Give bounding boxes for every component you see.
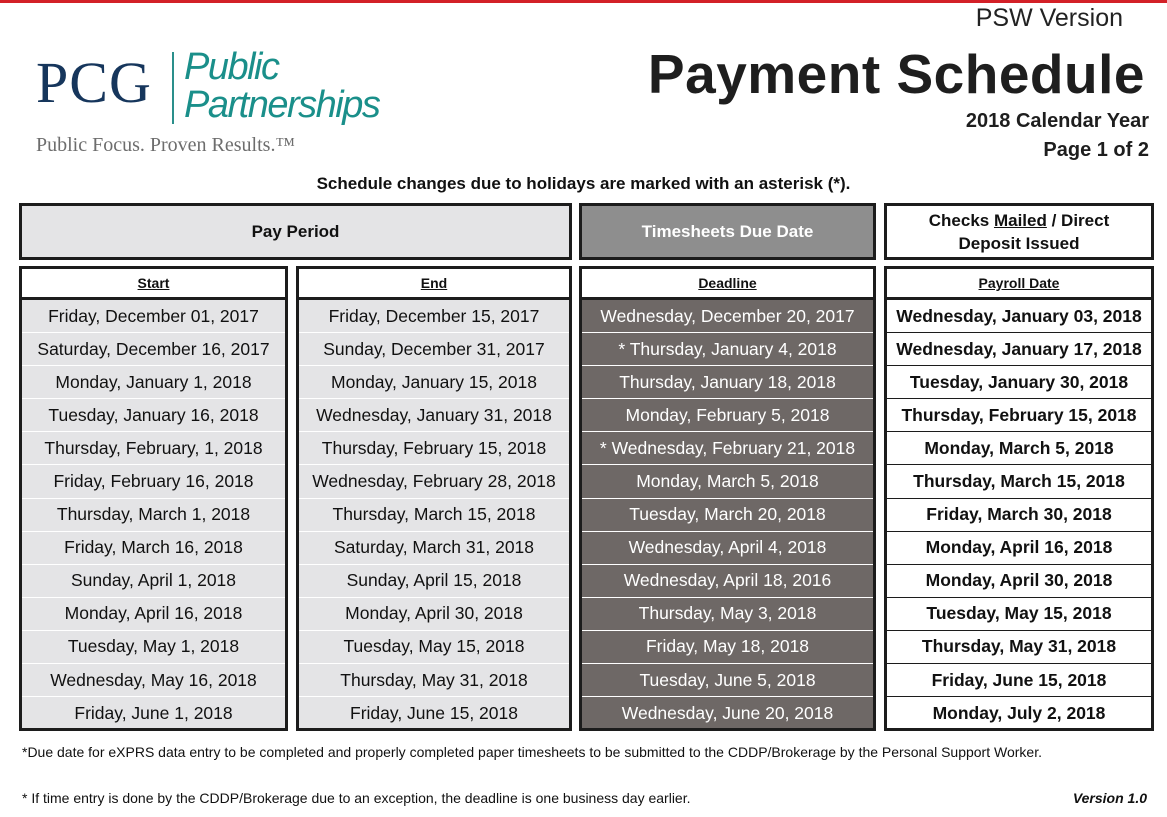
column-header-end: End bbox=[299, 269, 569, 300]
logo-public-partnerships bbox=[184, 48, 379, 124]
deadline-cell: * Thursday, January 4, 2018 bbox=[582, 333, 873, 366]
column-header-payroll: Payroll Date bbox=[887, 269, 1151, 300]
logo-line1: Public bbox=[184, 46, 279, 88]
payroll-cells bbox=[887, 300, 1151, 730]
payroll-cell: Wednesday, January 17, 2018 bbox=[887, 333, 1151, 366]
calendar-year: 2018 Calendar Year bbox=[965, 110, 1149, 132]
deadline-cell: Monday, February 5, 2018 bbox=[582, 399, 873, 432]
deadline-cell: Tuesday, March 20, 2018 bbox=[582, 499, 873, 532]
start-cell: Monday, January 1, 2018 bbox=[22, 366, 285, 399]
logo-divider bbox=[172, 52, 174, 124]
deadline-cell: Friday, May 18, 2018 bbox=[582, 631, 873, 664]
column-end bbox=[296, 266, 572, 731]
end-cell: Tuesday, May 15, 2018 bbox=[299, 631, 569, 664]
checks-line1 bbox=[929, 209, 1109, 232]
start-cells bbox=[22, 300, 285, 730]
start-cell: Wednesday, May 16, 2018 bbox=[22, 664, 285, 697]
end-cell: Sunday, December 31, 2017 bbox=[299, 333, 569, 366]
start-cell: Thursday, February, 1, 2018 bbox=[22, 432, 285, 465]
payroll-cell: Wednesday, January 03, 2018 bbox=[887, 300, 1151, 333]
deadline-cell: Wednesday, April 4, 2018 bbox=[582, 532, 873, 565]
column-header-start: Start bbox=[22, 269, 285, 300]
end-cell: Saturday, March 31, 2018 bbox=[299, 532, 569, 565]
end-cell: Thursday, May 31, 2018 bbox=[299, 664, 569, 697]
version-label: PSW Version bbox=[975, 4, 1123, 32]
holiday-notice: Schedule changes due to holidays are marked with an asterisk (*). bbox=[316, 174, 851, 193]
start-cell: Friday, March 16, 2018 bbox=[22, 532, 285, 565]
end-cell: Friday, December 15, 2017 bbox=[299, 300, 569, 333]
payroll-cell: Monday, March 5, 2018 bbox=[887, 432, 1151, 465]
logo-line2: Partnerships bbox=[184, 84, 380, 126]
deadline-cell: Tuesday, June 5, 2018 bbox=[582, 664, 873, 697]
deadline-cell: Monday, March 5, 2018 bbox=[582, 465, 873, 498]
deadline-cell: Wednesday, June 20, 2018 bbox=[621, 703, 834, 724]
group-timesheets-due: Timesheets Due Date bbox=[579, 203, 876, 260]
start-cell: Friday, February 16, 2018 bbox=[22, 465, 285, 498]
footnote-due-date: *Due date for eXPRS data entry to be completed and properly completed paper timesheets to be submitted to the CDDP/Brokerage by the Personal Support Worker. bbox=[22, 744, 1042, 760]
payroll-cell: Thursday, February 15, 2018 bbox=[887, 399, 1151, 432]
checks-suffix: / Direct bbox=[1046, 210, 1110, 230]
start-cell: Friday, June 1, 2018 bbox=[74, 703, 233, 724]
end-cell: Friday, June 15, 2018 bbox=[350, 703, 518, 724]
start-cell: Thursday, March 1, 2018 bbox=[22, 499, 285, 532]
logo-pcg-text: PCG bbox=[36, 50, 152, 115]
end-cell: Wednesday, February 28, 2018 bbox=[299, 465, 569, 498]
footer-version: Version 1.0 bbox=[1072, 790, 1147, 806]
top-accent-rule bbox=[0, 0, 1167, 3]
payroll-cell: Thursday, May 31, 2018 bbox=[887, 631, 1151, 664]
deadline-cell: * Wednesday, February 21, 2018 bbox=[582, 432, 873, 465]
page-title: Payment Schedule bbox=[647, 43, 1145, 105]
deadline-cell: Wednesday, April 18, 2016 bbox=[582, 565, 873, 598]
checks-line2: Deposit Issued bbox=[958, 233, 1080, 253]
deadline-cell: Wednesday, December 20, 2017 bbox=[582, 300, 873, 333]
payroll-cell: Friday, March 30, 2018 bbox=[887, 499, 1151, 532]
payroll-cell: Thursday, March 15, 2018 bbox=[887, 465, 1151, 498]
logo-tagline: Public Focus. Proven Results.™ bbox=[36, 134, 296, 156]
column-deadline bbox=[579, 266, 876, 731]
footnote-exception: * If time entry is done by the CDDP/Brokerage due to an exception, the deadline is one business day earlier. bbox=[22, 790, 691, 806]
start-cell: Sunday, April 1, 2018 bbox=[22, 565, 285, 598]
end-cells bbox=[299, 300, 569, 730]
payroll-cell: Monday, April 30, 2018 bbox=[887, 565, 1151, 598]
end-cell: Wednesday, January 31, 2018 bbox=[299, 399, 569, 432]
deadline-cell: Thursday, January 18, 2018 bbox=[582, 366, 873, 399]
start-cell: Monday, April 16, 2018 bbox=[22, 598, 285, 631]
end-cell: Thursday, February 15, 2018 bbox=[299, 432, 569, 465]
column-payroll bbox=[884, 266, 1154, 731]
column-header-deadline: Deadline bbox=[582, 269, 873, 300]
column-start bbox=[19, 266, 288, 731]
payroll-cell: Monday, April 16, 2018 bbox=[887, 532, 1151, 565]
payroll-cell: Tuesday, January 30, 2018 bbox=[887, 366, 1151, 399]
start-cell: Friday, December 01, 2017 bbox=[22, 300, 285, 333]
end-cell: Thursday, March 15, 2018 bbox=[299, 499, 569, 532]
payroll-cell: Tuesday, May 15, 2018 bbox=[887, 598, 1151, 631]
start-cell: Tuesday, May 1, 2018 bbox=[22, 631, 285, 664]
pcg-logo bbox=[36, 48, 416, 160]
checks-prefix: Checks bbox=[928, 210, 994, 230]
start-cell: Tuesday, January 16, 2018 bbox=[22, 399, 285, 432]
checks-mailed: Mailed bbox=[993, 210, 1047, 230]
deadline-cell: Thursday, May 3, 2018 bbox=[582, 598, 873, 631]
payroll-cell: Friday, June 15, 2018 bbox=[887, 664, 1151, 697]
end-cell: Sunday, April 15, 2018 bbox=[299, 565, 569, 598]
start-cell: Saturday, December 16, 2017 bbox=[22, 333, 285, 366]
group-pay-period: Pay Period bbox=[19, 203, 572, 260]
deadline-cells bbox=[582, 300, 873, 730]
end-cell: Monday, April 30, 2018 bbox=[299, 598, 569, 631]
page-number: Page 1 of 2 bbox=[1043, 139, 1149, 161]
end-cell: Monday, January 15, 2018 bbox=[299, 366, 569, 399]
group-checks-mailed bbox=[884, 203, 1154, 260]
payroll-cell: Monday, July 2, 2018 bbox=[932, 703, 1106, 724]
